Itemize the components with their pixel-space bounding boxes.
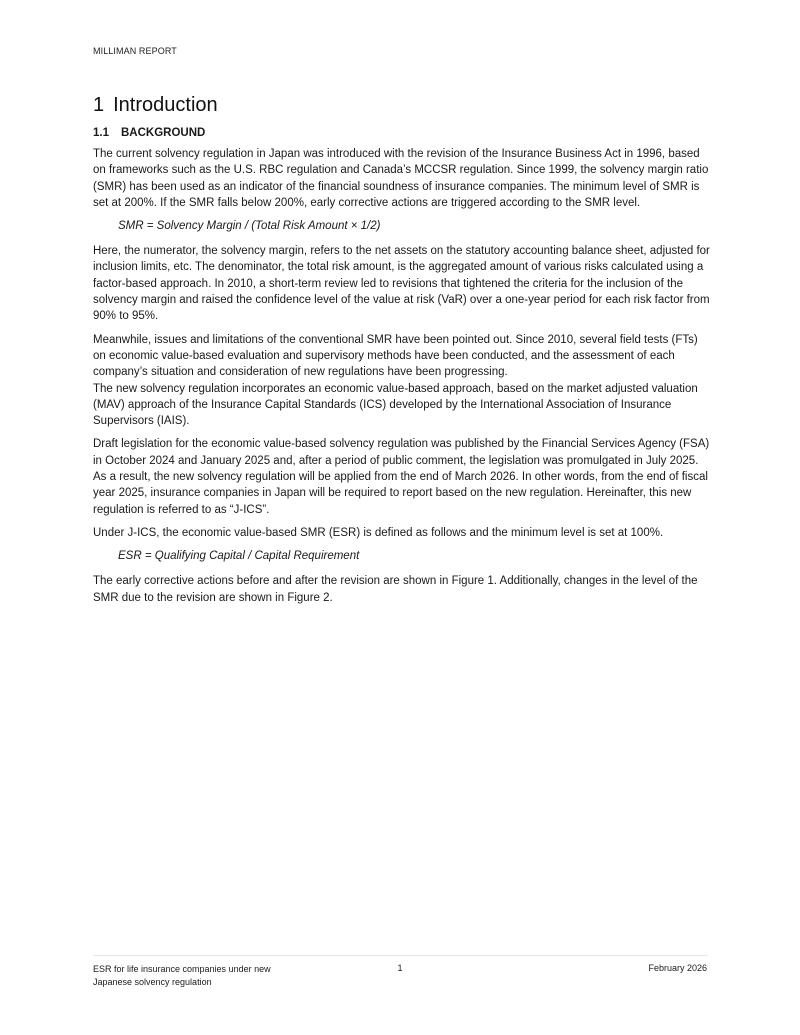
section-heading <box>93 126 713 141</box>
paragraph-smr-components: Here, the numerator, the solvency margin, refers to the net assets on the statutory accounting balance sheet, adjusted for inclusion limits, etc. The denominator, the total risk amount, is the aggregated amount of various risks calculated using a factor-based approach. In 2010, a short-term review led to revisions that tightened the criteria for the inclusion of the solvency margin and raised the confidence level of the value at risk (VaR) over a one-year period for each risk factor from 90% to 95%. <box>93 245 710 323</box>
footer-document-title <box>93 963 293 989</box>
report-header-label: MILLIMAN REPORT <box>93 46 177 56</box>
paragraph-new-regulation: The new solvency regulation incorporates an economic value-based approach, based on the market adjusted valuation (MAV) approach of the Insurance Capital Standards (ICS) developed by the International Association of Insurance Supervisors (IAIS). <box>93 382 698 428</box>
chapter-title-text: Introduction <box>113 94 218 116</box>
footer-divider <box>93 955 708 956</box>
paragraph-figures-reference: The early corrective actions before and after the revision are shown in Figure 1. Additionally, changes in the level of the SMR due to the revision are shown in Figure 2. <box>93 575 698 604</box>
document-body <box>93 92 713 613</box>
paragraph-draft-legislation: Draft legislation for the economic value-based solvency regulation was published by the Financial Services Agency (FSA) in October 2024 and January 2025 and, after a period of public comment, the legislation was promulgated in July 2025. As a result, the new solvency regulation will be applied from the end of March 2026. In other words, from the end of fiscal year 2025, insurance companies in Japan will be required to report based on the new regulation. Hereinafter, this new regulation is referred to as “J-ICS”. <box>93 438 710 516</box>
section-number: 1.1 <box>93 127 109 139</box>
footer-page-number: 1 <box>397 963 403 973</box>
section-title-text: BACKGROUND <box>121 127 206 139</box>
paragraph-smr-limitations: Meanwhile, issues and limitations of the conventional SMR have been pointed out. Since 2010, several field tests (FTs) on economic value-based evaluation and supervisory methods have been conducted, and the assessment of each company’s situation and consideration of new regulations have been progressing. <box>93 333 698 379</box>
footer-title-line-2: Japanese solvency regulation <box>93 977 212 987</box>
formula-smr: SMR = Solvency Margin / (Total Risk Amount × 1/2) <box>118 220 381 233</box>
footer-date: February 2026 <box>648 963 707 973</box>
paragraph-smr-history: The current solvency regulation in Japan was introduced with the revision of the Insurance Business Act in 1996, based on frameworks such as the U.S. RBC regulation and Canada’s MCCSR regulation. Since 1999, the solvency margin ratio (SMR) has been used as an indicator of the financial soundness of insurance companies. The minimum level of SMR is set at 200%. If the SMR falls below 200%, early corrective actions are triggered according to the SMR level. <box>93 148 709 209</box>
chapter-title <box>93 92 713 118</box>
formula-esr: ESR = Qualifying Capital / Capital Requirement <box>118 550 360 563</box>
footer-title-line-1: ESR for life insurance companies under new <box>93 964 271 974</box>
chapter-number: 1 <box>93 94 105 116</box>
paragraph-esr-definition: Under J-ICS, the economic value-based SMR (ESR) is defined as follows and the minimum level is set at 100%. <box>93 526 664 539</box>
